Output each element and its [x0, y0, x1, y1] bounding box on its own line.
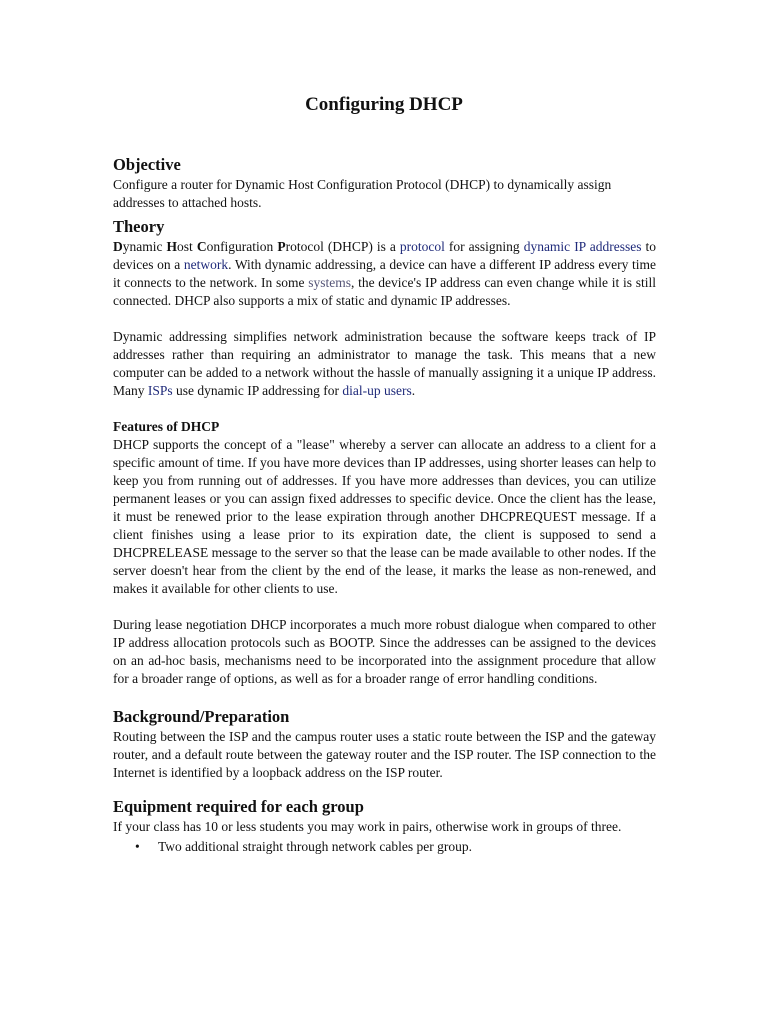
page-title: Configuring DHCP	[305, 94, 463, 115]
link-protocol[interactable]: protocol	[399, 239, 445, 254]
theory-text: onfiguration	[206, 239, 278, 254]
theory-text: rotocol (DHCP) is a	[285, 239, 400, 254]
acronym-letter-d: D	[113, 239, 123, 254]
background-heading: Background/Preparation	[113, 707, 290, 726]
theory-section	[113, 216, 656, 400]
equipment-section	[113, 796, 656, 856]
theory-text: use dynamic IP addressing for	[172, 383, 343, 398]
objective-section	[113, 154, 656, 212]
theory-text: for assigning	[444, 239, 524, 254]
acronym-letter-h: H	[166, 239, 178, 254]
link-systems[interactable]: systems	[308, 275, 351, 290]
acronym-letter-c: C	[196, 239, 207, 254]
equipment-text: If your class has 10 or less students you may work in pairs, otherwise work in groups of three.	[113, 819, 622, 834]
theory-paragraph-1	[113, 238, 656, 310]
theory-text: ost	[177, 239, 197, 254]
background-section	[113, 706, 656, 782]
theory-text: Dynamic addressing simplifies network administration because the software keeps track of IP addresses rather than requiring an administrator to manage the task. This means that a new computer can be added to a network without the hassle of manually assigning it a unique IP address. Many	[113, 329, 656, 398]
theory-text: , the device's IP address can even change while it is still connected. DHCP also supports a mix of static and dynamic IP addresses.	[113, 275, 656, 308]
acronym-letter-p: P	[277, 239, 286, 254]
bullet-icon: •	[135, 839, 140, 854]
document-body	[113, 154, 656, 856]
equipment-heading: Equipment required for each group	[113, 797, 364, 816]
theory-text: to devices on a	[113, 239, 656, 272]
theory-text: ynamic	[122, 239, 167, 254]
objective-heading: Objective	[113, 155, 181, 174]
background-text: Routing between the ISP and the campus router uses a static route between the ISP and the gateway router, and a default route between the gateway router and the ISP router. The ISP connection to the Internet is identified by a loopback address on the ISP router.	[113, 729, 656, 780]
list-item-text: Two additional straight through network cables per group.	[158, 839, 472, 854]
link-dial-up-users[interactable]: dial-up users	[342, 383, 412, 398]
theory-text: .	[411, 383, 416, 398]
features-section	[113, 418, 656, 688]
theory-text: . With dynamic addressing, a device can have a different IP address every time it connects to the network. In some	[113, 257, 656, 290]
theory-paragraph-2	[113, 328, 656, 400]
link-network[interactable]: network	[183, 257, 229, 272]
features-paragraph-1: DHCP supports the concept of a "lease" whereby a server can allocate an address to a client for a specific amount of time. If you have more devices than IP addresses, using shorter leases can help to keep you from running out of addresses. If you have more addresses than devices, you can utilize permanent leases or you can assign fixed addresses to specific device. Once the client has the lease, it must be renewed prior to the lease expiration through another DHCPREQUEST message. If a client finishes using a lease prior to its expiration date, the client is supposed to send a DHCPRELEASE message to the server so that the lease can be made available to other nodes. If the server doesn't hear from the client by the end of the lease, it marks the lease as non-renewed, and makes it available for other clients to use.	[113, 437, 656, 596]
list-item	[113, 838, 656, 856]
link-dynamic-ip-addresses[interactable]: dynamic IP addresses	[523, 239, 642, 254]
theory-heading: Theory	[113, 217, 165, 236]
objective-text: Configure a router for Dynamic Host Configuration Protocol (DHCP) to dynamically assign addresses to attached hosts.	[113, 177, 612, 210]
link-isps[interactable]: ISPs	[147, 383, 173, 398]
equipment-list	[113, 838, 656, 856]
features-paragraph-2: During lease negotiation DHCP incorporates a much more robust dialogue when compared to other IP address allocation protocols such as BOOTP. Since the addresses can be assigned to the devices on an ad-hoc basis, mechanisms need to be incorporated into the assignment procedure that allow for a broader range of options, as well as for a broader range of error handling conditions.	[113, 617, 656, 686]
features-heading: Features of DHCP	[113, 419, 220, 434]
